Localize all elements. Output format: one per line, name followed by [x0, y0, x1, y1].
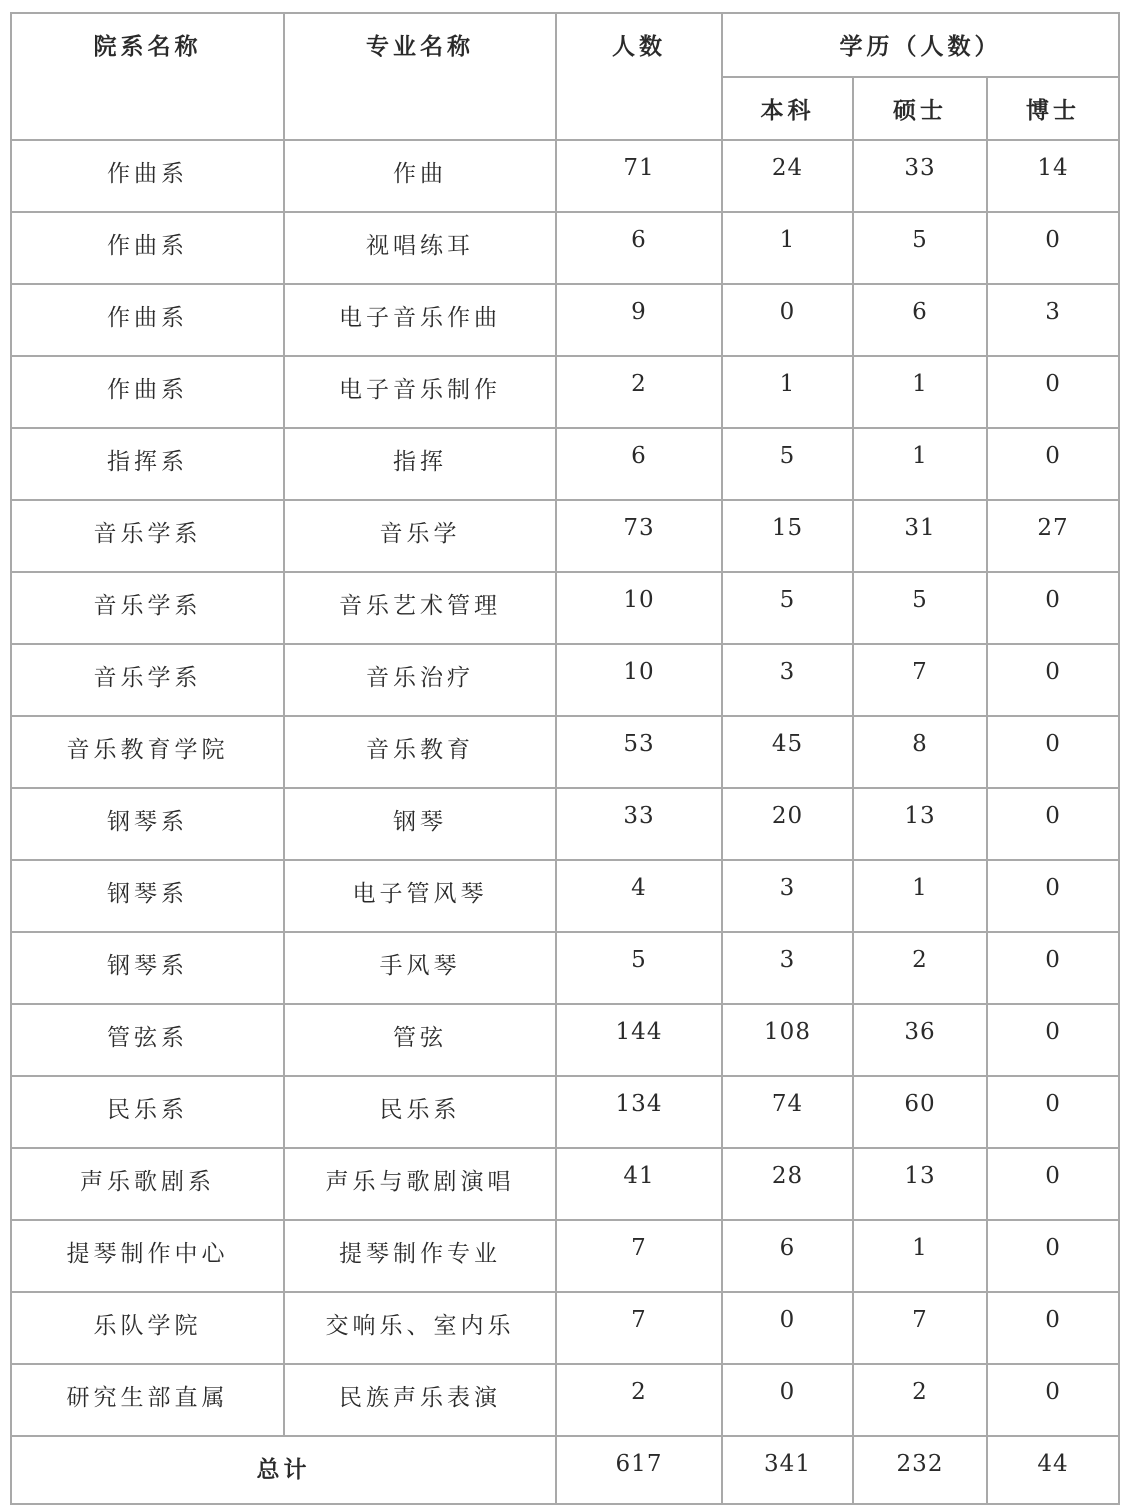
cell-bachelor: 20: [722, 788, 853, 860]
cell-dept: 民乐系: [11, 1076, 284, 1148]
cell-dept: 作曲系: [11, 140, 284, 212]
cell-dept: 乐队学院: [11, 1292, 284, 1364]
cell-master: 2: [853, 1364, 987, 1436]
cell-major: 民乐系: [284, 1076, 556, 1148]
table-row: [11, 644, 1119, 716]
total-master: 232: [853, 1436, 987, 1504]
cell-count: 71: [556, 140, 722, 212]
cell-bachelor: 5: [722, 428, 853, 500]
header-doctor: 博士: [987, 77, 1119, 140]
cell-dept: 声乐歌剧系: [11, 1148, 284, 1220]
cell-bachelor: 6: [722, 1220, 853, 1292]
cell-major: 音乐教育: [284, 716, 556, 788]
cell-master: 5: [853, 572, 987, 644]
cell-major: 钢琴: [284, 788, 556, 860]
cell-doctor: 0: [987, 932, 1119, 1004]
cell-doctor: 0: [987, 572, 1119, 644]
cell-count: 41: [556, 1148, 722, 1220]
cell-count: 134: [556, 1076, 722, 1148]
cell-dept: 音乐教育学院: [11, 716, 284, 788]
cell-bachelor: 5: [722, 572, 853, 644]
header-master: 硕士: [853, 77, 987, 140]
cell-doctor: 0: [987, 1076, 1119, 1148]
cell-master: 60: [853, 1076, 987, 1148]
cell-dept: 管弦系: [11, 1004, 284, 1076]
cell-dept: 音乐学系: [11, 500, 284, 572]
cell-count: 4: [556, 860, 722, 932]
cell-master: 36: [853, 1004, 987, 1076]
cell-bachelor: 15: [722, 500, 853, 572]
cell-bachelor: 108: [722, 1004, 853, 1076]
cell-major: 音乐学: [284, 500, 556, 572]
cell-dept: 音乐学系: [11, 572, 284, 644]
table-row: [11, 932, 1119, 1004]
cell-dept: 指挥系: [11, 428, 284, 500]
cell-dept: 作曲系: [11, 212, 284, 284]
cell-count: 10: [556, 572, 722, 644]
table-row: [11, 356, 1119, 428]
cell-master: 1: [853, 1220, 987, 1292]
table-body: [11, 140, 1119, 1436]
cell-major: 指挥: [284, 428, 556, 500]
cell-bachelor: 74: [722, 1076, 853, 1148]
cell-count: 73: [556, 500, 722, 572]
table-row: [11, 1220, 1119, 1292]
cell-master: 7: [853, 1292, 987, 1364]
table-row: [11, 428, 1119, 500]
cell-count: 7: [556, 1220, 722, 1292]
cell-major: 声乐与歌剧演唱: [284, 1148, 556, 1220]
cell-dept: 作曲系: [11, 284, 284, 356]
cell-master: 31: [853, 500, 987, 572]
table-row: [11, 140, 1119, 212]
table-row: [11, 1292, 1119, 1364]
table-row: [11, 1148, 1119, 1220]
cell-bachelor: 45: [722, 716, 853, 788]
cell-count: 5: [556, 932, 722, 1004]
cell-count: 6: [556, 212, 722, 284]
total-label: 总计: [11, 1436, 556, 1504]
cell-dept: 钢琴系: [11, 860, 284, 932]
cell-bachelor: 0: [722, 284, 853, 356]
cell-major: 交响乐、室内乐: [284, 1292, 556, 1364]
cell-master: 33: [853, 140, 987, 212]
cell-bachelor: 1: [722, 356, 853, 428]
cell-doctor: 0: [987, 1004, 1119, 1076]
cell-count: 2: [556, 1364, 722, 1436]
cell-major: 电子音乐制作: [284, 356, 556, 428]
total-row: [11, 1436, 1119, 1504]
cell-dept: 钢琴系: [11, 788, 284, 860]
cell-major: 作曲: [284, 140, 556, 212]
cell-doctor: 0: [987, 1364, 1119, 1436]
cell-doctor: 0: [987, 1292, 1119, 1364]
cell-major: 提琴制作专业: [284, 1220, 556, 1292]
cell-master: 13: [853, 788, 987, 860]
cell-major: 电子管风琴: [284, 860, 556, 932]
table-row: [11, 1004, 1119, 1076]
cell-doctor: 0: [987, 788, 1119, 860]
cell-bachelor: 24: [722, 140, 853, 212]
header-count: 人数: [556, 13, 722, 140]
table-row: [11, 788, 1119, 860]
cell-count: 144: [556, 1004, 722, 1076]
cell-major: 电子音乐作曲: [284, 284, 556, 356]
total-bachelor: 341: [722, 1436, 853, 1504]
cell-bachelor: 3: [722, 932, 853, 1004]
cell-bachelor: 28: [722, 1148, 853, 1220]
cell-master: 1: [853, 428, 987, 500]
cell-master: 6: [853, 284, 987, 356]
cell-bachelor: 1: [722, 212, 853, 284]
cell-major: 音乐艺术管理: [284, 572, 556, 644]
cell-doctor: 14: [987, 140, 1119, 212]
cell-major: 手风琴: [284, 932, 556, 1004]
cell-major: 音乐治疗: [284, 644, 556, 716]
cell-dept: 研究生部直属: [11, 1364, 284, 1436]
cell-master: 5: [853, 212, 987, 284]
cell-bachelor: 0: [722, 1364, 853, 1436]
table-row: [11, 212, 1119, 284]
cell-doctor: 0: [987, 428, 1119, 500]
table-row: [11, 1364, 1119, 1436]
cell-bachelor: 0: [722, 1292, 853, 1364]
table-row: [11, 716, 1119, 788]
table-row: [11, 1076, 1119, 1148]
header-major: 专业名称: [284, 13, 556, 140]
cell-master: 2: [853, 932, 987, 1004]
cell-major: 管弦: [284, 1004, 556, 1076]
cell-master: 1: [853, 356, 987, 428]
cell-dept: 提琴制作中心: [11, 1220, 284, 1292]
cell-doctor: 0: [987, 860, 1119, 932]
cell-master: 1: [853, 860, 987, 932]
cell-doctor: 0: [987, 644, 1119, 716]
cell-dept: 钢琴系: [11, 932, 284, 1004]
cell-count: 6: [556, 428, 722, 500]
cell-count: 2: [556, 356, 722, 428]
table-row: [11, 284, 1119, 356]
cell-major: 民族声乐表演: [284, 1364, 556, 1436]
table-row: [11, 500, 1119, 572]
cell-count: 10: [556, 644, 722, 716]
cell-dept: 音乐学系: [11, 644, 284, 716]
cell-bachelor: 3: [722, 860, 853, 932]
table-row: [11, 572, 1119, 644]
cell-master: 13: [853, 1148, 987, 1220]
cell-master: 7: [853, 644, 987, 716]
cell-master: 8: [853, 716, 987, 788]
header-degree-group: 学历（人数）: [722, 13, 1119, 77]
cell-doctor: 3: [987, 284, 1119, 356]
enrollment-table: [10, 12, 1120, 1505]
table-row: [11, 860, 1119, 932]
cell-doctor: 0: [987, 716, 1119, 788]
cell-doctor: 0: [987, 1148, 1119, 1220]
cell-count: 9: [556, 284, 722, 356]
cell-doctor: 0: [987, 212, 1119, 284]
total-count: 617: [556, 1436, 722, 1504]
header-bachelor: 本科: [722, 77, 853, 140]
cell-major: 视唱练耳: [284, 212, 556, 284]
header-dept: 院系名称: [11, 13, 284, 140]
cell-dept: 作曲系: [11, 356, 284, 428]
cell-doctor: 0: [987, 356, 1119, 428]
cell-count: 53: [556, 716, 722, 788]
cell-doctor: 0: [987, 1220, 1119, 1292]
cell-doctor: 27: [987, 500, 1119, 572]
cell-count: 33: [556, 788, 722, 860]
cell-bachelor: 3: [722, 644, 853, 716]
total-doctor: 44: [987, 1436, 1119, 1504]
cell-count: 7: [556, 1292, 722, 1364]
